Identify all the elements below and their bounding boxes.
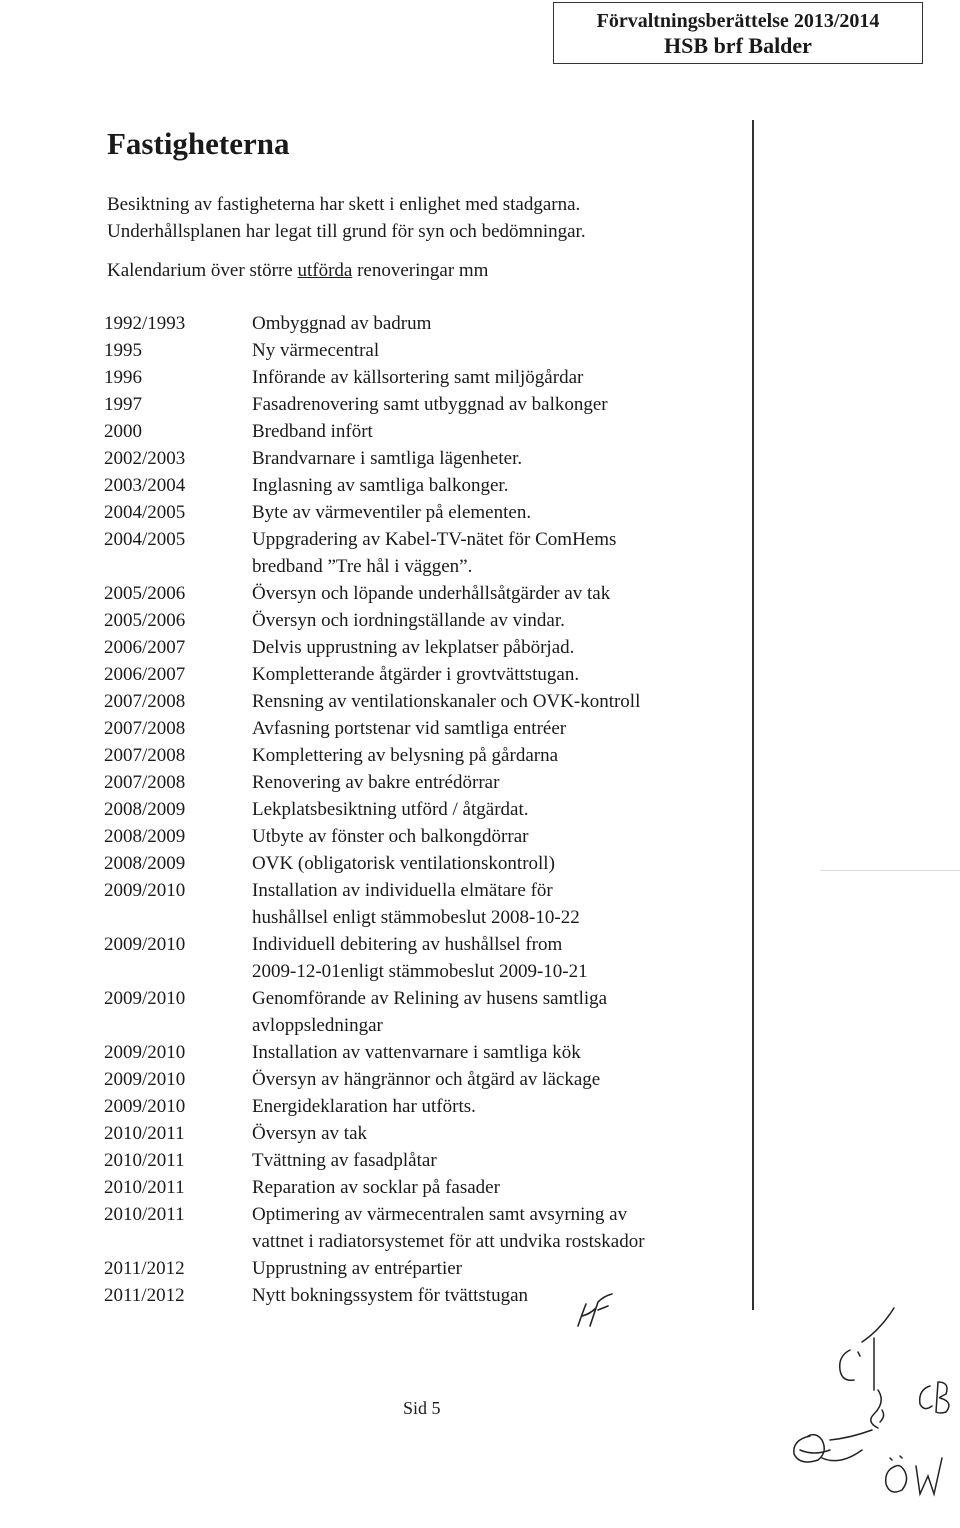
- calendar-entry: [104, 445, 744, 472]
- entry-description-line: Komplettering av belysning på gårdarna: [252, 745, 559, 766]
- entry-description: [252, 877, 744, 931]
- calendar-entry: [104, 796, 744, 823]
- page-title: Fastigheterna: [107, 126, 290, 161]
- entry-description-line: Brandvarnare i samtliga lägenheter.: [252, 448, 523, 469]
- entry-description-line: Renovering av bakre entrédörrar: [252, 772, 500, 793]
- calendar-entry: [104, 1174, 744, 1201]
- entry-year: 2008/2009: [104, 799, 186, 820]
- entry-year: 2007/2008: [104, 691, 186, 712]
- calendar-entry: [104, 1255, 744, 1282]
- entry-year: 2008/2009: [104, 853, 186, 874]
- calendar-entry: [104, 985, 744, 1039]
- entry-description-line: Ombyggnad av badrum: [252, 313, 432, 334]
- entry-description: [252, 1255, 744, 1282]
- calendar-entry: [104, 823, 744, 850]
- calendar-entry: [104, 1147, 744, 1174]
- entry-description-line: Översyn av tak: [252, 1123, 368, 1144]
- entry-description: [252, 418, 744, 445]
- entry-description-line: Fasadrenovering samt utbyggnad av balkonger: [252, 394, 608, 415]
- entry-year: 2009/2010: [104, 988, 186, 1009]
- entry-year: 2009/2010: [104, 1042, 186, 1063]
- entry-description-line: Nytt bokningssystem för tvättstugan: [252, 1285, 529, 1306]
- calendar-entry: [104, 391, 744, 418]
- entry-description: [252, 364, 744, 391]
- intro-line: Underhållsplanen har legat till grund för syn och bedömningar.: [107, 221, 586, 242]
- entry-description-line: Inglasning av samtliga balkonger.: [252, 475, 509, 496]
- calendar-heading-text: renoveringar mm: [352, 260, 489, 281]
- calendar-entry: [104, 1282, 744, 1309]
- entry-year: 2005/2006: [104, 610, 186, 631]
- entry-year: 2007/2008: [104, 772, 186, 793]
- entry-description: [252, 796, 744, 823]
- calendar-entry: [104, 688, 744, 715]
- entry-description: [252, 985, 744, 1039]
- entry-description-line: Ny värmecentral: [252, 340, 380, 361]
- entry-description-line: Lekplatsbesiktning utförd / åtgärdat.: [252, 799, 529, 820]
- entry-description: [252, 1039, 744, 1066]
- entry-description-line: Genomförande av Relining av husens samtliga: [252, 988, 608, 1009]
- entry-description: [252, 1201, 744, 1255]
- entry-description: [252, 1120, 744, 1147]
- entry-description-line: OVK (obligatorisk ventilationskontroll): [252, 853, 555, 874]
- calendar-entry: [104, 337, 744, 364]
- entry-year: 1992/1993: [104, 313, 186, 334]
- calendar-heading: [107, 257, 488, 284]
- entry-description-line: Rensning av ventilationskanaler och OVK-kontroll: [252, 691, 641, 712]
- entry-year: 2010/2011: [104, 1177, 185, 1198]
- entry-description: [252, 931, 744, 985]
- document-header-box: [553, 2, 923, 64]
- calendar-entry: [104, 769, 744, 796]
- entry-description-line: Byte av värmeventiler på elementen.: [252, 502, 532, 523]
- entry-description-line: Tvättning av fasadplåtar: [252, 1150, 437, 1171]
- entry-description-line: Avfasning portstenar vid samtliga entréer: [252, 718, 567, 739]
- entry-year: 2010/2011: [104, 1123, 185, 1144]
- margin-rule: [752, 120, 754, 1310]
- entry-year: 2004/2005: [104, 529, 186, 550]
- entry-description-line: Bredband infört: [252, 421, 373, 442]
- calendar-entry: [104, 1039, 744, 1066]
- entry-year: 2006/2007: [104, 637, 186, 658]
- entry-description: [252, 1066, 744, 1093]
- calendar-entry: [104, 1201, 744, 1255]
- intro-line: Besiktning av fastigheterna har skett i enlighet med stadgarna.: [107, 194, 581, 215]
- entry-description: [252, 688, 744, 715]
- calendar-entry: [104, 526, 744, 580]
- entry-year: 2011/2012: [104, 1258, 185, 1279]
- entry-description-line: Reparation av socklar på fasader: [252, 1177, 500, 1198]
- entry-year: 2005/2006: [104, 583, 186, 604]
- entry-description-line: Utbyte av fönster och balkongdörrar: [252, 826, 529, 847]
- entry-year: 2010/2011: [104, 1204, 185, 1225]
- calendar-entry: [104, 715, 744, 742]
- handwritten-initials-signature: [568, 1286, 628, 1336]
- association-name: HSB brf Balder: [664, 33, 812, 58]
- entry-year: 1995: [104, 340, 142, 361]
- entry-description-line: Uppgradering av Kabel-TV-nätet för ComHems: [252, 529, 617, 550]
- entry-description: [252, 742, 744, 769]
- entry-description: [252, 1282, 744, 1309]
- entry-year: 2009/2010: [104, 934, 186, 955]
- entry-description: [252, 310, 744, 337]
- entry-description-line: Delvis upprustning av lekplatser påbörjad.: [252, 637, 575, 658]
- entry-description: [252, 445, 744, 472]
- handwritten-board-signatures: [770, 1290, 960, 1510]
- entry-description-line: Energideklaration har utförts.: [252, 1096, 476, 1117]
- calendar-heading-underlined: utförda: [297, 260, 353, 281]
- entry-description-line: Installation av individuella elmätare för: [252, 880, 553, 901]
- entry-year: 2006/2007: [104, 664, 186, 685]
- calendar-entry: [104, 661, 744, 688]
- intro-paragraph: [107, 191, 727, 245]
- calendar-entry: [104, 310, 744, 337]
- calendar-entry: [104, 1093, 744, 1120]
- entry-year: 2000: [104, 421, 142, 442]
- entry-description-line: Införande av källsortering samt miljögårdar: [252, 367, 584, 388]
- entry-description-line: avloppsledningar: [252, 1015, 383, 1036]
- entry-description: [252, 1093, 744, 1120]
- entry-description: [252, 823, 744, 850]
- entry-description: [252, 391, 744, 418]
- entry-description: [252, 580, 744, 607]
- calendar-entry: [104, 418, 744, 445]
- entry-description-line: Individuell debitering av hushållsel from: [252, 934, 563, 955]
- entry-description: [252, 499, 744, 526]
- entry-description-line: Installation av vattenvarnare i samtliga kök: [252, 1042, 581, 1063]
- entry-description: [252, 526, 744, 580]
- entry-description: [252, 715, 744, 742]
- entry-year: 2003/2004: [104, 475, 186, 496]
- entry-year: 2009/2010: [104, 1069, 186, 1090]
- entry-year: 2009/2010: [104, 880, 186, 901]
- entry-year: 2008/2009: [104, 826, 186, 847]
- entry-description: [252, 769, 744, 796]
- calendar-entry: [104, 499, 744, 526]
- entry-description: [252, 607, 744, 634]
- entry-description-line: 2009-12-01enligt stämmobeslut 2009-10-21: [252, 961, 588, 982]
- entry-year: 2010/2011: [104, 1150, 185, 1171]
- entry-description-line: Upprustning av entrépartier: [252, 1258, 462, 1279]
- calendar-entry: [104, 1120, 744, 1147]
- entry-description: [252, 634, 744, 661]
- entry-description: [252, 661, 744, 688]
- entry-description: [252, 850, 744, 877]
- entry-description-line: hushållsel enligt stämmobeslut 2008-10-22: [252, 907, 580, 928]
- calendar-entry: [104, 607, 744, 634]
- entry-year: 2009/2010: [104, 1096, 186, 1117]
- entry-description-line: Optimering av värmecentralen samt avsyrning av: [252, 1204, 628, 1225]
- entry-description: [252, 472, 744, 499]
- calendar-entry: [104, 742, 744, 769]
- calendar-entry: [104, 877, 744, 931]
- entry-year: 1996: [104, 367, 142, 388]
- calendar-entry: [104, 364, 744, 391]
- calendar-entry: [104, 472, 744, 499]
- page-number: Sid 5: [403, 1398, 441, 1418]
- calendar-entry: [104, 580, 744, 607]
- entry-description: [252, 337, 744, 364]
- entry-year: 1997: [104, 394, 142, 415]
- renovation-calendar: [104, 310, 744, 1309]
- entry-description-line: vattnet i radiatorsystemet för att undvika rostskador: [252, 1231, 645, 1252]
- entry-description: [252, 1147, 744, 1174]
- entry-description-line: Översyn av hängrännor och åtgärd av läckage: [252, 1069, 601, 1090]
- scan-artifact-line: [820, 870, 960, 871]
- entry-description-line: Översyn och iordningställande av vindar.: [252, 610, 565, 631]
- calendar-heading-text: Kalendarium över större: [107, 260, 298, 281]
- entry-description-line: Översyn och löpande underhållsåtgärder av tak: [252, 583, 611, 604]
- entry-description-line: Kompletterande åtgärder i grovtvättstugan.: [252, 664, 580, 685]
- entry-description: [252, 1174, 744, 1201]
- entry-year: 2007/2008: [104, 718, 186, 739]
- report-title: Förvaltningsberättelse 2013/2014: [596, 10, 880, 32]
- entry-year: 2007/2008: [104, 745, 186, 766]
- calendar-entry: [104, 850, 744, 877]
- entry-description-line: bredband ”Tre hål i väggen”.: [252, 556, 473, 577]
- entry-year: 2002/2003: [104, 448, 186, 469]
- entry-year: 2011/2012: [104, 1285, 185, 1306]
- calendar-entry: [104, 634, 744, 661]
- calendar-entry: [104, 1066, 744, 1093]
- calendar-entry: [104, 931, 744, 985]
- entry-year: 2004/2005: [104, 502, 186, 523]
